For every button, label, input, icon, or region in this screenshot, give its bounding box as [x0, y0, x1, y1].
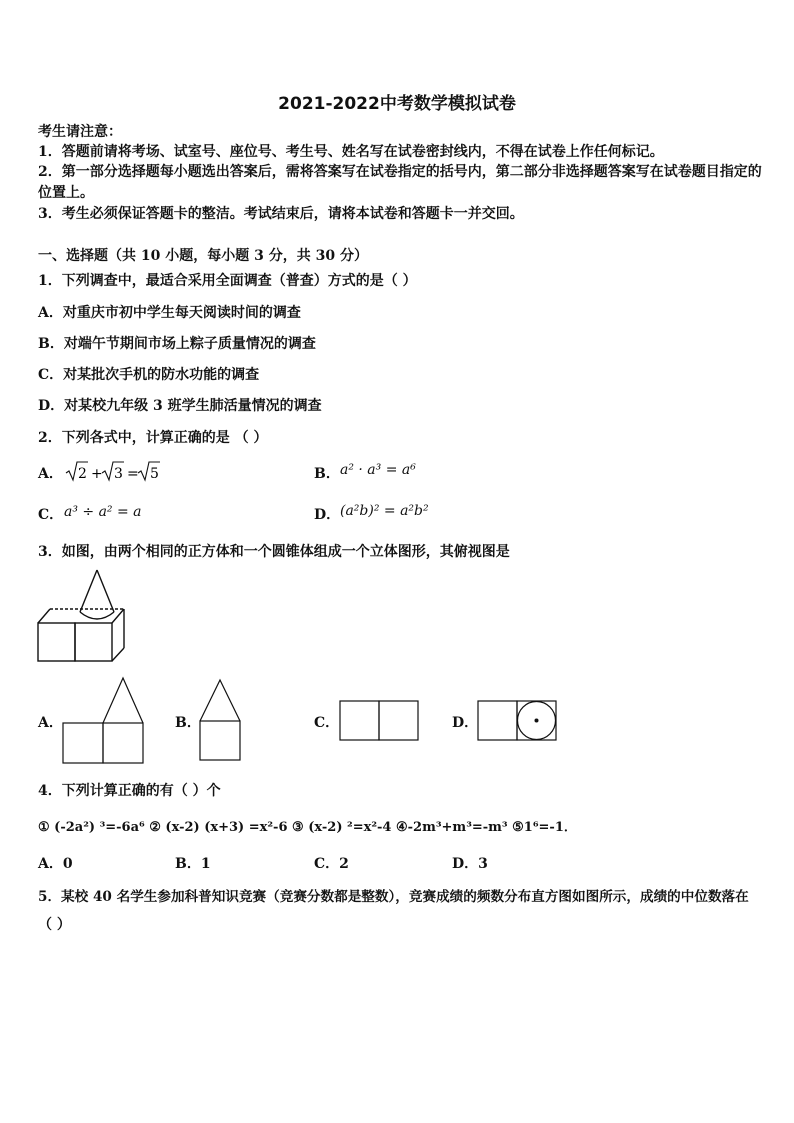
q2-a-formula — [64, 458, 164, 484]
q2-b-formula: a² · a³ = a⁶ — [340, 462, 416, 478]
q1-option-a: A．对重庆市初中学生每天阅读时间的调查 — [38, 305, 301, 321]
notice-item-3: 3．考生必须保证答题卡的整洁。考试结束后，请将本试卷和答题卡一并交回。 — [38, 206, 524, 222]
q2-label-a: A． — [38, 466, 63, 482]
q5-stem-line2: （ ） — [38, 917, 71, 933]
q4-items: ① (-2a²) ³=-6a⁶ ② (x-2) (x+3) =x²-6 ③ (x-2) ²=x²-4 ④-2m³+m³=-m³ ⑤1⁶=-1． — [38, 820, 577, 835]
q2-c-formula: a³ ÷ a² = a — [64, 504, 142, 520]
notice-item-1: 1．答题前请将考场、试室号、座位号、考生号、姓名写在试卷密封线内，不得在试卷上作任何标记。 — [38, 144, 664, 160]
notice-item-2: 2．第一部分选择题每小题选出答案后，需将答案写在试卷指定的括号内，第二部分非选择题答案写在试卷题目指定的 — [38, 164, 762, 180]
q2-d-formula: (a²b)² = a²b² — [340, 503, 429, 519]
q3-label-d: D． — [452, 715, 479, 731]
q3-label-b: B． — [175, 715, 201, 731]
q2-stem: 2．下列各式中，计算正确的是 （ ） — [38, 430, 268, 446]
q3-option-a-figure — [62, 676, 144, 764]
notice-item-2-cont: 位置上。 — [38, 185, 94, 201]
q2-a-radicand-3: 5 — [150, 466, 159, 482]
q2-a-plus: + — [91, 466, 103, 482]
q4-option-c: C．2 — [314, 856, 349, 872]
section-heading: 一、选择题（共 10 小题，每小题 3 分，共 30 分） — [38, 248, 368, 264]
notice-heading: 考生请注意： — [38, 124, 122, 140]
q3-solid-figure — [36, 568, 132, 664]
q1-stem: 1．下列调查中，最适合采用全面调查（普查）方式的是（ ） — [38, 273, 417, 289]
page-title: 2021-2022中考数学模拟试卷 — [278, 94, 516, 114]
q4-option-a: A．0 — [38, 856, 73, 872]
q4-option-b: B．1 — [175, 856, 211, 872]
q4-stem: 4．下列计算正确的有（ ）个 — [38, 783, 221, 799]
q1-option-b: B．对端午节期间市场上粽子质量情况的调查 — [38, 336, 316, 352]
q1-option-d: D．对某校九年级 3 班学生肺活量情况的调查 — [38, 398, 322, 414]
q1-option-c: C．对某批次手机的防水功能的调查 — [38, 367, 260, 383]
q2-label-b: B． — [314, 466, 340, 482]
q3-label-c: C． — [314, 715, 340, 731]
q2-a-radicand-2: 3 — [114, 466, 123, 482]
q3-option-c-figure — [339, 700, 421, 742]
q2-a-equals: = — [127, 466, 139, 482]
q4-option-d: D．3 — [452, 856, 488, 872]
q2-label-d: D． — [314, 507, 341, 523]
q3-stem: 3．如图，由两个相同的正方体和一个圆锥体组成一个立体图形，其俯视图是 — [38, 544, 510, 560]
q3-option-d-figure — [477, 700, 559, 742]
q5-stem-line1: 5．某校 40 名学生参加科普知识竞赛（竞赛分数都是整数），竞赛成绩的频数分布直方图如图所示，成绩的中位数落在 — [38, 889, 749, 905]
q3-option-b-figure — [199, 678, 241, 762]
q3-label-a: A． — [38, 715, 63, 731]
q2-label-c: C． — [38, 507, 64, 523]
q2-a-radicand-1: 2 — [78, 466, 87, 482]
